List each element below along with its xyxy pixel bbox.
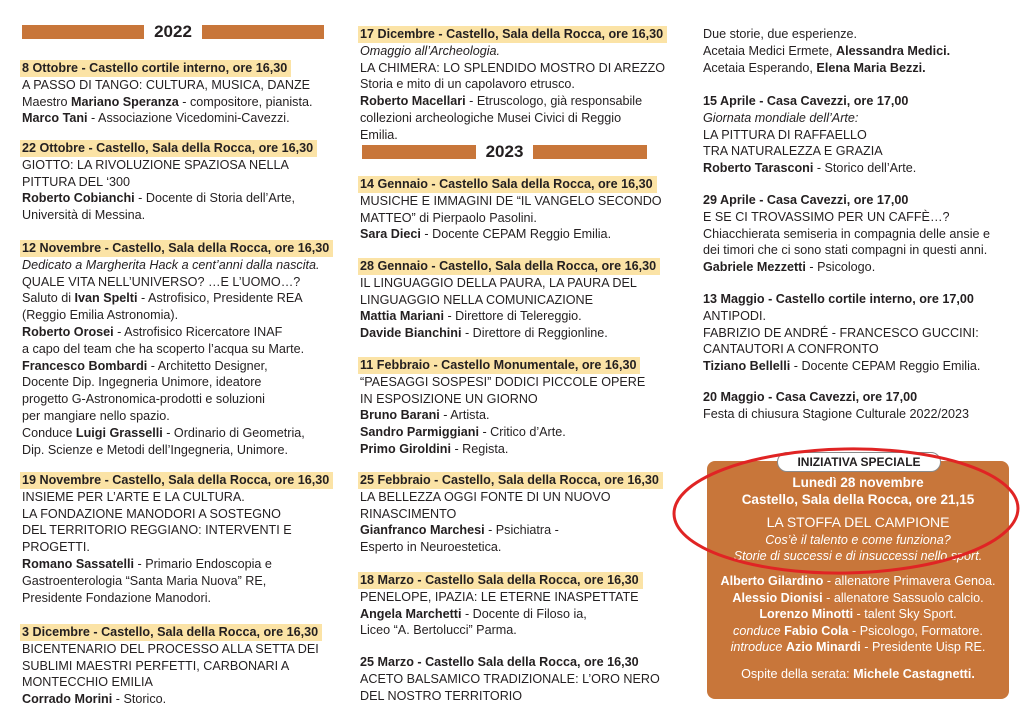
text-segment: Storia e mito di un capolavoro etrusco. <box>360 77 575 92</box>
text-line <box>360 193 662 210</box>
speaker-name: Alberto Gilardino <box>720 573 824 588</box>
text-segment: (Reggio Emilia Astronomia). <box>22 308 179 323</box>
text-segment: GIOTTO: LA RIVOLUZIONE SPAZIOSA NELLA <box>22 157 289 172</box>
text-line <box>703 406 969 423</box>
text-segment: Acetaia Esperando, <box>703 60 817 75</box>
text-line <box>360 127 667 144</box>
event-entry <box>703 192 990 276</box>
text-segment: Maestro <box>22 94 71 109</box>
text-line <box>360 226 662 243</box>
text-line <box>22 408 333 425</box>
text-line <box>22 341 333 358</box>
text-line <box>703 226 990 243</box>
text-line <box>360 424 645 441</box>
text-line <box>703 43 950 60</box>
speaker-name: Ivan Spelti <box>74 291 138 306</box>
text-line <box>22 110 312 127</box>
event-date-heading: 8 Ottobre - Castello cortile interno, ore 16,30 <box>20 60 291 77</box>
divider <box>22 25 144 39</box>
text-line <box>22 556 333 573</box>
text-line <box>22 590 333 607</box>
event-entry <box>360 572 643 639</box>
text-line <box>22 157 317 174</box>
text-segment: - Direttore di Reggionline. <box>461 326 608 341</box>
year-2023-label: 2023 <box>485 142 524 161</box>
text-line <box>22 674 322 691</box>
text-line <box>22 358 333 375</box>
text-line <box>22 94 312 111</box>
text-line <box>707 532 1009 549</box>
text-line <box>360 60 667 77</box>
speaker-name: Tiziano Bellelli <box>703 359 791 374</box>
text-segment: DEL NOSTRO TERRITORIO <box>360 688 523 703</box>
speaker-name: Elena Maria Bezzi. <box>816 60 926 75</box>
italic-note: conduce <box>733 623 785 638</box>
event-date-heading: 25 Marzo - Castello Sala della Rocca, ore 16,30 <box>360 655 639 669</box>
text-segment: LA CHIMERA: LO SPLENDIDO MOSTRO DI AREZZO <box>360 60 666 75</box>
text-line <box>707 514 1009 532</box>
text-segment: FABRIZIO DE ANDRÉ - FRANCESCO GUCCINI: <box>703 325 979 340</box>
event-entry <box>360 258 660 342</box>
speaker-name: Angela Marchetti <box>360 606 462 621</box>
speaker-name: Mariano Speranza <box>71 94 179 109</box>
text-segment: Acetaia Medici Ermete, <box>703 43 836 58</box>
text-line <box>22 290 333 307</box>
text-line <box>360 308 660 325</box>
italic-note: Dedicato a Margherita Hack a cent’anni dalla nascita. <box>22 257 320 272</box>
speaker-name: Davide Bianchini <box>360 326 462 341</box>
text-segment: Emilia. <box>360 127 398 142</box>
speaker-name: Francesco Bombardi <box>22 358 148 373</box>
event-date-heading: 14 Gennaio - Castello Sala della Rocca, ore 16,30 <box>358 176 657 193</box>
text-line <box>707 606 1009 623</box>
text-line <box>22 522 333 539</box>
text-line <box>22 641 322 658</box>
text-segment: - Psichiatra - <box>484 523 559 538</box>
special-event-tag: INIZIATIVA SPECIALE <box>777 452 941 472</box>
event-entry <box>703 291 980 375</box>
event-entry <box>22 140 317 224</box>
text-segment: LA BELLEZZA OGGI FONTE DI UN NUOVO <box>360 489 611 504</box>
text-segment: ANTIPODI. <box>703 308 766 323</box>
speaker-name: Castello, Sala della Rocca, ore 21,15 <box>741 491 975 507</box>
text-line <box>22 442 333 459</box>
text-line <box>707 492 1009 509</box>
text-segment: PROGETTI. <box>22 540 90 555</box>
text-segment: Chiacchierata semiseria in compagnia delle ansie e <box>703 226 991 241</box>
text-line <box>22 257 333 274</box>
text-segment: - Critico d’Arte. <box>478 425 566 440</box>
text-line <box>22 324 333 341</box>
speaker-name: Roberto Macellari <box>360 94 466 109</box>
text-line <box>360 76 667 93</box>
event-entry <box>22 60 312 127</box>
event-date-heading: 11 Febbraio - Castello Monumentale, ore 16,30 <box>358 357 640 374</box>
speaker-name: Lorenzo Minotti <box>759 607 854 622</box>
text-segment: IL LINGUAGGIO DELLA PAURA, LA PAURA DEL <box>360 275 637 290</box>
text-segment: Dip. Scienze e Metodi dell’Ingegneria, Unimore. <box>22 442 289 457</box>
text-segment: - Ordinario di Geometria, <box>162 425 305 440</box>
text-line <box>703 160 916 177</box>
text-line <box>22 691 322 708</box>
text-line <box>22 573 333 590</box>
text-segment: LA STOFFA DEL CAMPIONE <box>766 514 950 531</box>
text-line <box>360 606 643 623</box>
text-segment: a capo del team che ha scoperto l’acqua su Marte. <box>22 341 305 356</box>
event-entry <box>703 93 916 177</box>
text-segment: - Presidente Uisp RE. <box>860 640 986 655</box>
text-segment: LINGUAGGIO NELLA COMUNICAZIONE <box>360 292 594 307</box>
year-2022-bar <box>22 21 324 43</box>
event-date-heading: 20 Maggio - Casa Cavezzi, ore 17,00 <box>703 390 918 404</box>
text-line <box>707 623 1009 640</box>
text-line <box>360 210 662 227</box>
text-line <box>22 489 333 506</box>
text-segment: - Docente di Filoso ia, <box>461 606 587 621</box>
text-line <box>360 688 660 705</box>
event-entry <box>703 26 950 76</box>
text-segment: - Docente CEPAM Reggio Emilia. <box>420 227 612 242</box>
text-segment: Festa di chiusura Stagione Culturale 2022/2023 <box>703 406 970 421</box>
text-line <box>703 358 980 375</box>
speaker-name: Marco Tani <box>22 111 88 126</box>
speaker-name: Azio Minardi <box>785 640 861 655</box>
text-line <box>360 489 663 506</box>
special-event-content <box>707 461 1009 683</box>
text-segment: Presidente Fondazione Manodori. <box>22 590 212 605</box>
text-segment: Liceo “A. Bertolucci” Parma. <box>360 623 517 638</box>
text-segment: BICENTENARIO DEL PROCESSO ALLA SETTA DEI <box>22 641 319 656</box>
text-segment: - Astrofisico, Presidente REA <box>137 291 303 306</box>
speaker-name: Lunedì 28 novembre <box>792 475 924 490</box>
text-line <box>360 671 660 688</box>
text-segment: Esperto in Neuroestetica. <box>360 540 502 555</box>
text-segment: - compositore, pianista. <box>178 94 313 109</box>
italic-note: introduce <box>730 640 786 655</box>
text-segment: - Architetto Designer, <box>147 358 268 373</box>
text-line <box>360 391 645 408</box>
italic-note: Omaggio all’Archeologia. <box>360 43 501 58</box>
text-line <box>707 548 1009 565</box>
text-line <box>703 308 980 325</box>
event-entry <box>22 624 322 708</box>
text-line <box>22 274 333 291</box>
text-line <box>22 207 317 224</box>
divider <box>202 25 324 39</box>
speaker-name: Luigi Grasselli <box>75 425 163 440</box>
text-line <box>703 143 916 160</box>
text-segment: SUBLIMI MAESTRI PERFETTI, CARBONARI A <box>22 658 290 673</box>
text-segment: DEL TERRITORIO REGGIANO: INTERVENTI E <box>22 523 292 538</box>
text-segment: - Direttore di Telereggio. <box>443 309 582 324</box>
text-line <box>703 26 950 43</box>
event-date-heading: 22 Ottobre - Castello, Sala della Rocca, ore 16,30 <box>20 140 317 157</box>
text-segment: - Astrofisico Ricercatore INAF <box>113 324 283 339</box>
text-segment: - allenatore Sassuolo calcio. <box>822 590 984 605</box>
text-line <box>22 658 322 675</box>
text-segment: - Docente di Storia dell’Arte, <box>134 191 295 206</box>
text-segment: QUALE VITA NELL’UNIVERSO? …E L’UOMO…? <box>22 274 301 289</box>
text-segment: Ospite della serata: <box>741 666 854 681</box>
speaker-name: Roberto Orosei <box>22 324 114 339</box>
event-entry <box>703 389 969 423</box>
speaker-name: Roberto Cobianchi <box>22 191 135 206</box>
speaker-name: Primo Giroldini <box>360 441 451 456</box>
speaker-name: Gabriele Mezzetti <box>703 260 806 275</box>
text-segment: - Etruscologo, già responsabile <box>465 94 643 109</box>
text-segment: - Docente CEPAM Reggio Emilia. <box>790 359 981 374</box>
text-segment: IN ESPOSIZIONE UN GIORNO <box>360 391 538 406</box>
text-segment: - allenatore Primavera Genoa. <box>823 573 996 588</box>
speaker-name: Michele Castagnetti. <box>853 666 975 681</box>
text-line <box>707 590 1009 607</box>
text-segment: RINASCIMENTO <box>360 506 457 521</box>
text-segment: per mangiare nello spazio. <box>22 408 170 423</box>
text-segment: E SE CI TROVASSIMO PER UN CAFFÈ…? <box>703 209 950 224</box>
text-segment: Docente Dip. Ingegneria Unimore, ideatore <box>22 375 262 390</box>
divider <box>362 145 476 159</box>
text-line <box>360 441 645 458</box>
event-entry <box>360 176 662 243</box>
event-date-heading: 25 Febbraio - Castello, Sala della Rocca, ore 16,30 <box>358 472 663 489</box>
text-segment: - Primario Endoscopia e <box>134 556 272 571</box>
text-segment: - Psicologo. <box>805 260 876 275</box>
text-segment: “PAESAGGI SOSPESI” DODICI PICCOLE OPERE <box>360 374 646 389</box>
year-2022-label: 2022 <box>154 22 192 41</box>
event-entry <box>360 26 667 144</box>
text-segment: TRA NATURALEZZA E GRAZIA <box>703 144 883 159</box>
text-line <box>22 374 333 391</box>
text-line <box>707 639 1009 656</box>
text-line <box>360 275 660 292</box>
text-line <box>360 589 643 606</box>
text-line <box>703 341 980 358</box>
speaker-name: Fabio Cola <box>784 623 849 638</box>
event-date-heading: 29 Aprile - Casa Cavezzi, ore 17,00 <box>703 193 909 207</box>
event-date-heading: 12 Novembre - Castello, Sala della Rocca, ore 16,30 <box>20 240 333 257</box>
event-date-heading: 28 Gennaio - Castello, Sala della Rocca, ore 16,30 <box>358 258 660 275</box>
text-line <box>22 307 333 324</box>
text-line <box>360 374 645 391</box>
text-segment: Due storie, due esperienze. <box>703 27 858 41</box>
speaker-name: Roberto Tarasconi <box>703 161 814 176</box>
event-entry <box>360 357 645 458</box>
text-segment: - Artista. <box>439 408 490 423</box>
speaker-name: Sandro Parmiggiani <box>360 425 479 440</box>
event-date-heading: 17 Dicembre - Castello, Sala della Rocca, ore 16,30 <box>358 26 667 43</box>
text-segment: PENELOPE, IPAZIA: LE ETERNE INASPETTATE <box>360 589 639 604</box>
text-line <box>707 573 1009 590</box>
text-line <box>22 391 333 408</box>
event-entry <box>360 654 660 704</box>
text-segment: MATTEO” di Pierpaolo Pasolini. <box>360 210 537 225</box>
speaker-name: Corrado Morini <box>22 692 113 707</box>
text-segment: - Psicologo, Formatore. <box>848 623 983 638</box>
text-line <box>360 292 660 309</box>
text-segment: Gastroenterologia “Santa Maria Nuova” RE, <box>22 573 267 588</box>
divider <box>533 145 647 159</box>
text-line <box>703 127 916 144</box>
event-date-heading: 18 Marzo - Castello Sala della Rocca, ore 16,30 <box>358 572 643 589</box>
text-segment: dei timori che ci sono stati compagni in questi anni. <box>703 243 988 258</box>
text-segment: progetto G-Astronomica-prodotti e soluzioni <box>22 392 265 407</box>
text-line <box>703 259 990 276</box>
event-entry <box>360 472 663 556</box>
text-segment: A PASSO DI TANGO: CULTURA, MUSICA, DANZE <box>22 77 311 92</box>
text-line <box>22 174 317 191</box>
text-segment: - Associazione Vicedomini-Cavezzi. <box>87 111 290 126</box>
speaker-name: Alessandra Medici. <box>836 43 951 58</box>
text-segment: INSIEME PER L’ARTE E LA CULTURA. <box>22 489 245 504</box>
speaker-name: Sara Dieci <box>360 227 421 242</box>
italic-note: Giornata mondiale dell’Arte: <box>703 110 859 125</box>
text-line <box>360 522 663 539</box>
text-segment: LA FONDAZIONE MANODORI A SOSTEGNO <box>22 506 281 521</box>
event-date-heading: 3 Dicembre - Castello, Sala della Rocca, ore 16,30 <box>20 624 322 641</box>
event-date-heading: 13 Maggio - Castello cortile interno, ore 17,00 <box>703 292 974 306</box>
special-event-box <box>707 455 1009 699</box>
text-line <box>703 325 980 342</box>
text-line <box>703 110 916 127</box>
text-segment: CANTAUTORI A CONFRONTO <box>703 342 879 357</box>
text-line <box>22 425 333 442</box>
text-line <box>707 475 1009 492</box>
text-line <box>360 43 667 60</box>
text-line <box>22 539 333 556</box>
text-line <box>360 110 667 127</box>
speaker-name: Mattia Mariani <box>360 309 444 324</box>
text-line <box>360 325 660 342</box>
italic-note: Cos’è il talento e come funziona? <box>765 532 951 547</box>
text-segment: - Storico. <box>112 692 167 707</box>
event-date-heading: 15 Aprile - Casa Cavezzi, ore 17,00 <box>703 94 909 108</box>
event-entry <box>22 240 333 458</box>
text-segment: PITTURA DEL ‘300 <box>22 174 131 189</box>
event-entry <box>22 472 333 606</box>
text-segment: Conduce <box>22 425 76 440</box>
text-line <box>22 77 312 94</box>
text-line <box>360 506 663 523</box>
italic-note: Storie di successi e di insuccessi nello sport. <box>733 549 983 564</box>
text-segment: MUSICHE E IMMAGINI DE “IL VANGELO SECONDO <box>360 193 662 208</box>
text-line <box>360 93 667 110</box>
text-segment: LA PITTURA DI RAFFAELLO <box>703 127 867 142</box>
text-line <box>360 407 645 424</box>
speaker-name: Alessio Dionisi <box>732 590 823 605</box>
speaker-name: Romano Sassatelli <box>22 556 134 571</box>
text-line <box>22 506 333 523</box>
text-line <box>703 60 950 77</box>
text-segment: collezioni archeologiche Musei Civici di Reggio <box>360 110 622 125</box>
text-line <box>703 242 990 259</box>
text-segment: - Regista. <box>450 441 509 456</box>
text-segment: - talent Sky Sport. <box>853 607 957 622</box>
text-segment: - Storico dell’Arte. <box>813 161 917 176</box>
text-segment: MONTECCHIO EMILIA <box>22 675 153 690</box>
speaker-name: Gianfranco Marchesi <box>360 523 485 538</box>
text-line <box>22 190 317 207</box>
text-segment: Università di Messina. <box>22 208 146 223</box>
year-2023-bar <box>362 141 647 163</box>
event-date-heading: 19 Novembre - Castello, Sala della Rocca, ore 16,30 <box>20 472 333 489</box>
text-segment: Saluto di <box>22 291 75 306</box>
text-line <box>360 539 663 556</box>
text-line <box>360 622 643 639</box>
speaker-name: Bruno Barani <box>360 408 440 423</box>
text-segment: ACETO BALSAMICO TRADIZIONALE: L’ORO NERO <box>360 671 660 686</box>
text-line <box>707 666 1009 683</box>
text-line <box>703 209 990 226</box>
